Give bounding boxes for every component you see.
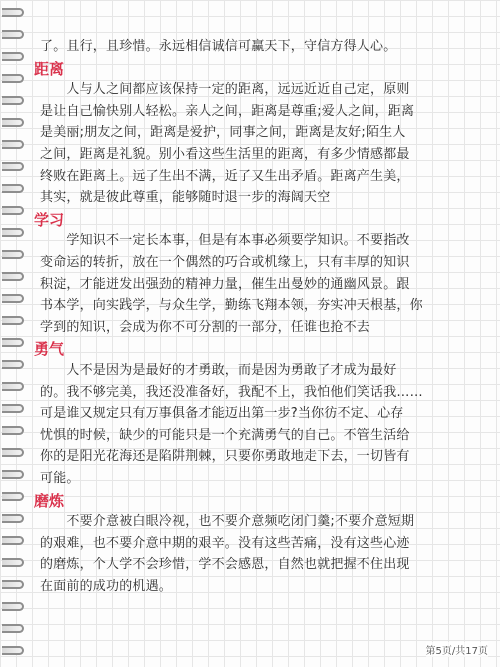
spiral-ring — [2, 558, 24, 567]
spiral-ring — [2, 184, 24, 193]
text-line: 的。我不够完美，我还没准备好，我配不上，我怕他们笑话我…… — [40, 384, 423, 400]
spiral-ring — [2, 118, 24, 127]
text-line: 可是谁又规定只有万事俱备才能迈出第一步?当你彷不定、心存 — [40, 406, 404, 422]
spiral-ring — [2, 272, 24, 281]
spiral-binding — [0, 0, 28, 667]
spiral-ring — [2, 382, 24, 391]
spiral-ring — [2, 624, 24, 633]
text-line: 忧惧的时候，缺少的可能只是一个充满勇气的自己。不管生活给 — [40, 427, 410, 443]
spiral-ring — [2, 404, 24, 413]
text-line: 终败在距离上。远了生出不满，近了又生出矛盾。距离产生美， — [40, 168, 410, 184]
text-line: 在面前的成功的机遇。 — [40, 579, 173, 594]
text-line: 人不是因为是最好的才勇敢，而是因为勇敢了才成为最好 — [40, 363, 397, 378]
spiral-ring — [2, 536, 24, 545]
text-line: 可能。 — [40, 471, 80, 486]
text-line: 人与人之间都应该保持一定的距离，远远近近自己定，原则 — [40, 82, 410, 98]
text-line: 其实，就是彼此尊重，能够随时退一步的海阔天空 — [40, 190, 331, 206]
spiral-ring — [2, 74, 24, 83]
text-line: 的磨炼，个人学不会珍惜，学不会感恩，自然也就把握不住出现 — [40, 557, 410, 573]
spiral-ring — [2, 646, 24, 655]
text-line: 书本学，向实践学，与众生学，勤练飞翔本领，夯实冲天根基，你 — [40, 298, 423, 314]
section-heading: 磨炼 — [34, 491, 65, 510]
spiral-ring — [2, 52, 24, 61]
spiral-ring — [2, 492, 24, 501]
spiral-ring — [2, 602, 24, 611]
spiral-ring — [2, 316, 24, 325]
text-line: 不要介意被白眼冷视，也不要介意频吃闭门羹;不要介意短期 — [40, 514, 415, 530]
text-line: 学知识不一定长本事，但是有本事必须要学知识。不要指改 — [40, 233, 410, 249]
spiral-ring — [2, 228, 24, 237]
spiral-ring — [2, 162, 24, 171]
text-line: 是让自己愉快别人轻松。亲人之间，距离是尊重;爱人之间，距离 — [40, 103, 415, 119]
text-line: 是美丽;朋友之间，距离是爱护，同事之间，距离是友好;陌生人 — [40, 125, 406, 141]
spiral-ring — [2, 580, 24, 589]
text-line: 了。且行，且珍惜。永远相信诚信可赢天下，守信方得人心。 — [40, 39, 397, 54]
spiral-ring — [2, 470, 24, 479]
spiral-ring — [2, 338, 24, 347]
section-heading: 勇气 — [34, 340, 65, 359]
spiral-ring — [2, 294, 24, 303]
spiral-ring — [2, 8, 24, 17]
spiral-ring — [2, 140, 24, 149]
spiral-ring — [2, 250, 24, 259]
text-line: 之间，距离是礼貌。别小看这些生活里的距离，有多少情感都最 — [40, 147, 410, 162]
text-line: 的艰难，也不要介意中期的艰辛。没有这些苦痛，没有这些心迹 — [40, 535, 410, 551]
spiral-ring — [2, 206, 24, 215]
spiral-ring — [2, 514, 24, 523]
text-line: 积淀，才能迸发出强劲的精神力量，催生出曼妙的通幽风景。跟 — [40, 276, 410, 292]
section-heading: 学习 — [34, 210, 65, 229]
spiral-ring — [2, 360, 24, 369]
text-line: 学到的知识，会成为你不可分割的一部分，任谁也抢不去 — [40, 319, 371, 335]
spiral-ring — [2, 30, 24, 39]
text-line: 你的是阳光花海还是陷阱荆棘，只要你勇敢地走下去，一切皆有 — [40, 449, 410, 465]
section-heading: 距离 — [34, 59, 65, 78]
spiral-ring — [2, 426, 24, 435]
spiral-ring — [2, 96, 24, 105]
page-indicator: 第5页/共17页 — [426, 642, 488, 657]
text-line: 变命运的转折，放在一个偶然的巧合或机缘上，只有丰厚的知识 — [40, 255, 410, 270]
spiral-ring — [2, 448, 24, 457]
